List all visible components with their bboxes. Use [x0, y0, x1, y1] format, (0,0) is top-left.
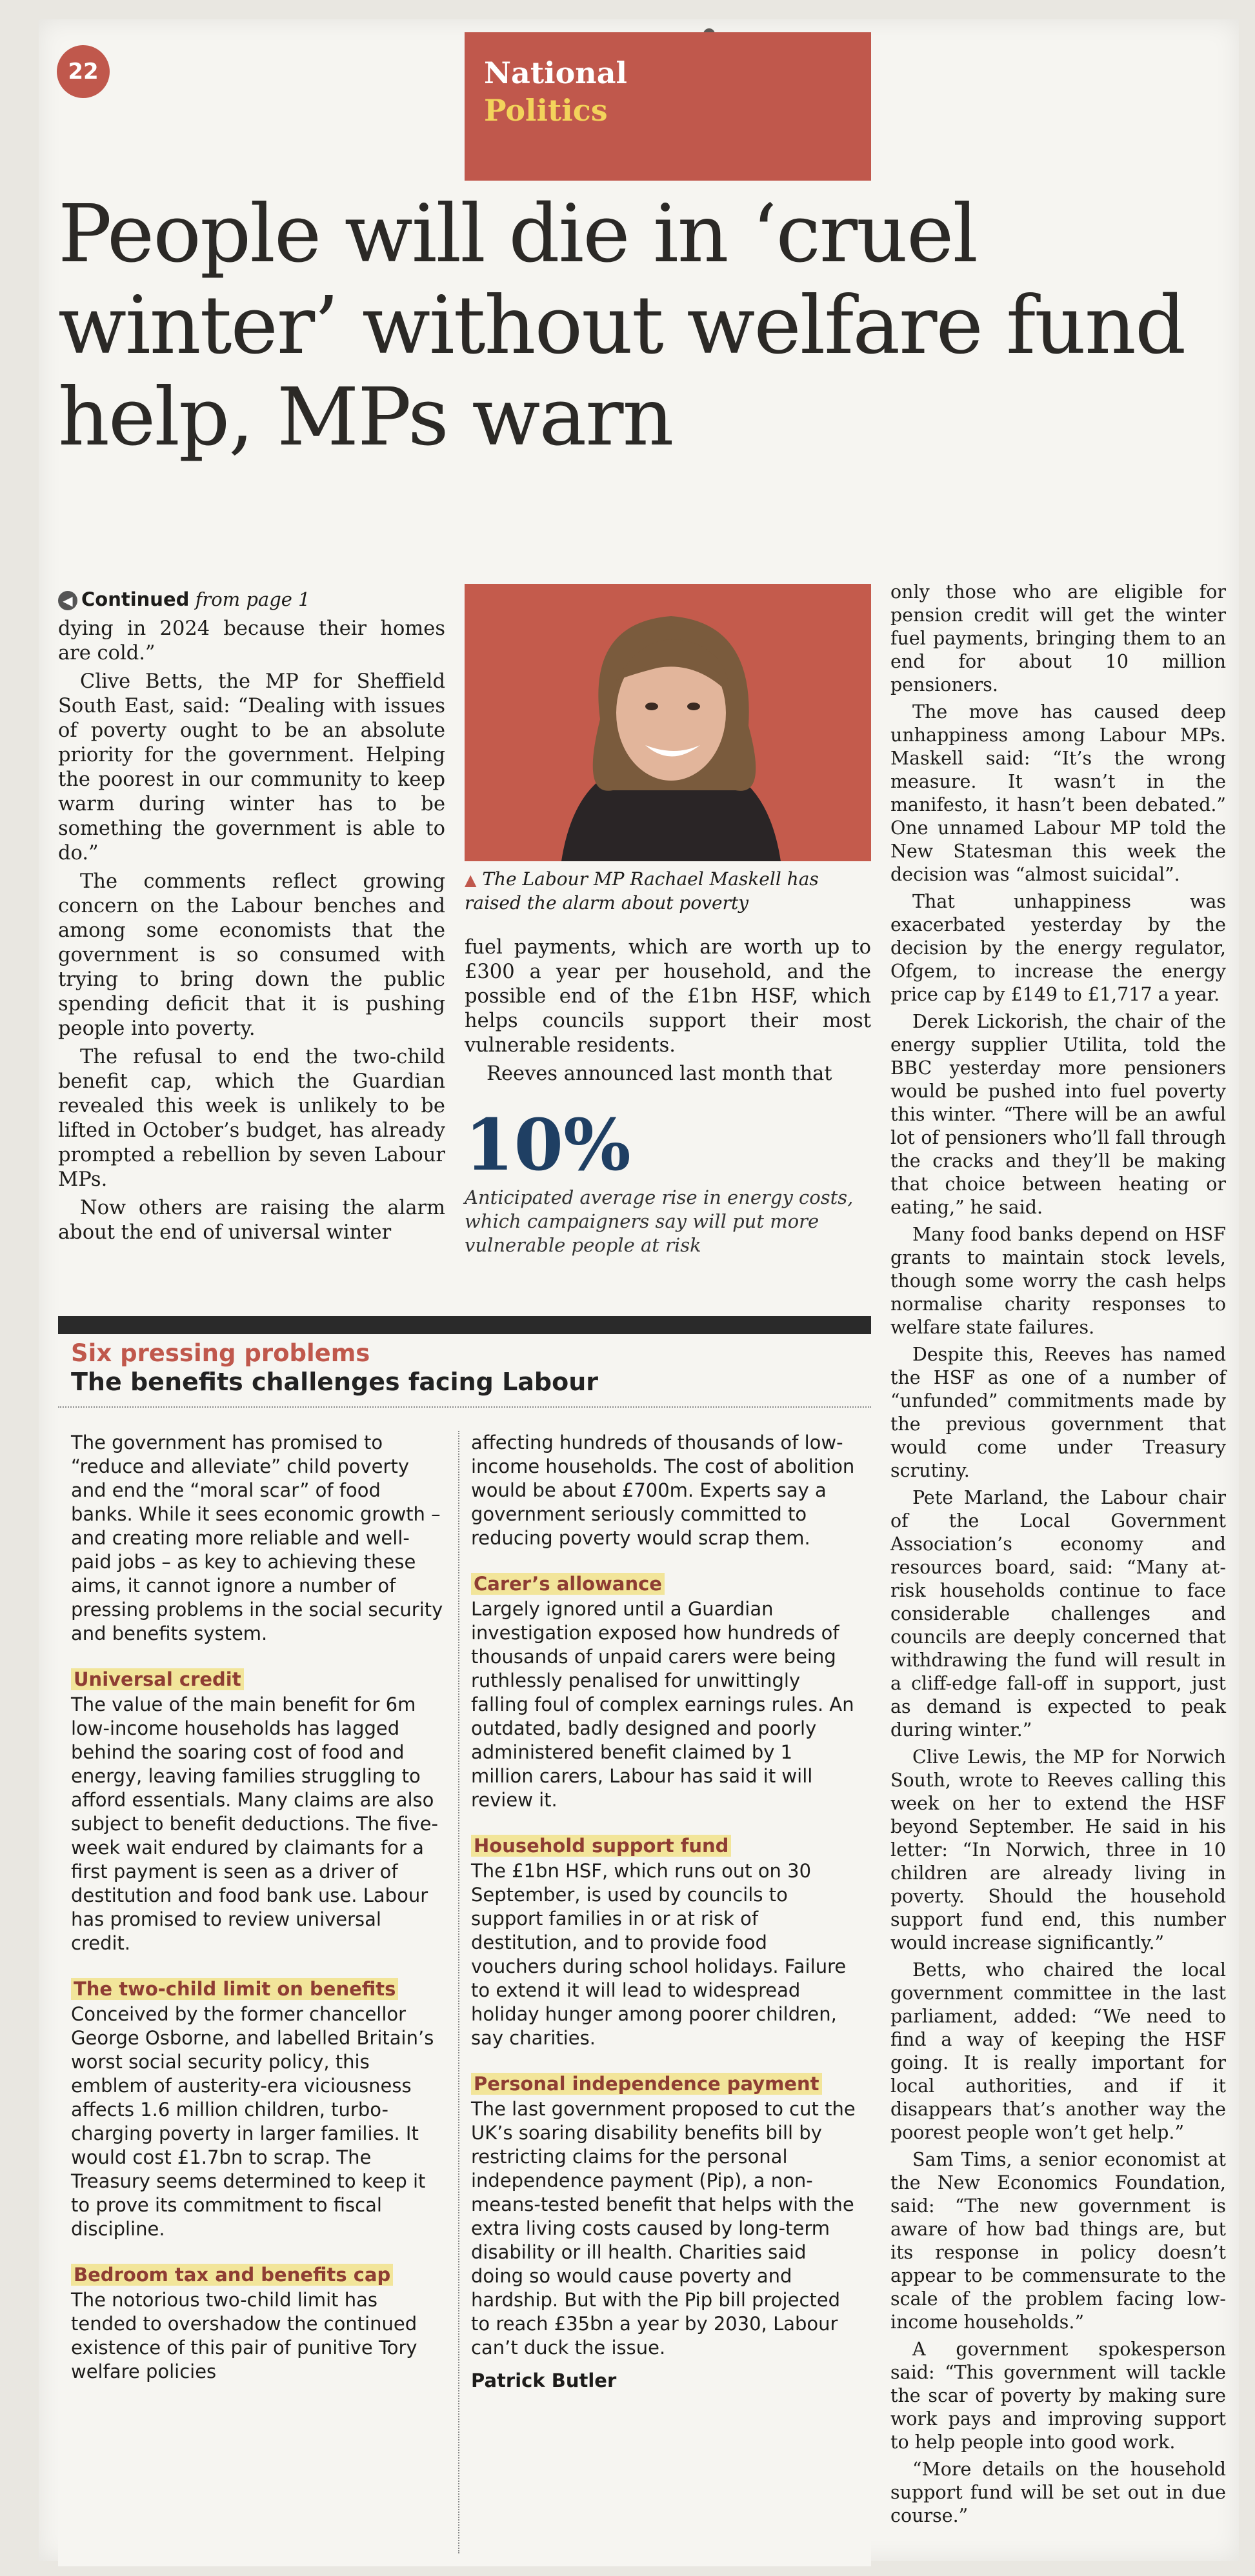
continued-from: from page 1 [195, 588, 310, 610]
box-item-heading: Household support fund [471, 1834, 858, 1858]
box-top-rule [58, 1316, 871, 1334]
paragraph: dying in 2024 because their homes are cold.” [58, 617, 445, 664]
page-number-badge: 22 [57, 45, 110, 98]
stat-callout [465, 1103, 878, 1257]
section-tag-line1: National [484, 55, 627, 90]
box-item-heading: The two-child limit on benefits [71, 1977, 445, 2001]
paragraph: Clive Betts, the MP for Sheffield South East, said: “Dealing with issues of poverty ought to be an absolute priority for the government. Helping the poorest in our community to keep warm during winter has to be something the government is able to do.” [58, 670, 445, 864]
section-tag-line2: Politics [484, 93, 608, 128]
paragraph: Betts, who chaired the local government committee in the last parliament, added: “We need to find a way of keeping the HSF going. It is really important for local authorities, and if it disappears that’s another way the poorest people won’t get help.” [890, 1959, 1226, 2143]
headline: People will die in ‘cruel winter’ without welfare fund help, MPs warn [58, 188, 1185, 464]
box-title: The benefits challenges facing Labour [71, 1368, 599, 1396]
newspaper-page [39, 19, 1239, 2561]
section-tag [465, 32, 871, 181]
paragraph: The move has caused deep unhappiness among Labour MPs. Maskell said: “It’s the wrong measure. It wasn’t in the manifesto, it hasn’t been debated.” One unnamed Labour MP told the New Statesman this week the decision was “almost suicidal”. [890, 701, 1226, 885]
stat-value: 10% [465, 1103, 631, 1186]
box-item-text: The notorious two-child limit has tended to overshadow the continued existence of this pair of punitive Tory welfare policies [71, 2289, 417, 2382]
benefits-challenges-box [58, 1334, 871, 2566]
paragraph: Many food banks depend on HSF grants to maintain stock levels, though some worry the cash helps normalise charity responses to welfare state failures. [890, 1224, 1226, 1338]
photo-caption [465, 868, 878, 915]
article-column-2 [465, 935, 871, 1090]
box-item-heading: Personal independence payment [471, 2072, 858, 2096]
paragraph: Reeves announced last month that [487, 1063, 832, 1085]
paragraph: only those who are eligible for pension credit will get the winter fuel payments, bringing them to an end for about 10 million pensioners. [890, 581, 1226, 695]
paragraph: Clive Lewis, the MP for Norwich South, wrote to Reeves calling this week on her to extend the HSF beyond September. He said in his letter: “In Norwich, three in 10 children are already living in poverty. Should the household support fund end, this number would increase significantly.” [890, 1746, 1226, 1953]
box-item-text: Largely ignored until a Guardian investigation exposed how hundreds of thousands of unpaid carers were being ruthlessly penalised for unwittingly falling foul of complex earnings rules. An outdated, badly designed and poorly administered benefit claimed by 1 million carers, Labour has said it will review it. [471, 1598, 854, 1811]
stat-description: Anticipated average rise in energy costs, which campaigners say will put more vulnerable people at risk [465, 1186, 854, 1256]
paragraph: The comments reflect growing concern on the Labour benches and among some economists that the government is so consumed with trying to bring down the public spending deficit that it is pushing people into poverty. [58, 870, 445, 1040]
paragraph: The refusal to end the two-child benefit cap, which the Guardian revealed this week is unlikely to be lifted in October’s budget, has already prompted a rebellion by seven Labour MPs. [58, 1046, 445, 1191]
photo-caption-text: The Labour MP Rachael Maskell has raised the alarm about poverty [465, 868, 819, 914]
article-column-1 [58, 587, 445, 1249]
box-item-text: Conceived by the former chancellor George Osborne, and labelled Britain’s worst social security policy, this emblem of austerity-era viciousness affects 1.6 million children, turbo-charging poverty in larger families. It would cost £1.7bn to scrap. The Treasury seems determined to keep it to prove its commitment to fiscal discipline. [71, 2003, 434, 2240]
box-kicker: Six pressing problems [71, 1339, 370, 1367]
photo-rachael-maskell [465, 584, 871, 861]
box-item-text: The £1bn HSF, which runs out on 30 September, is used by councils to support families in or at risk of destitution, and to provide food vouchers during school holidays. Failure to extend it will lead to widespread holiday hunger among poorer children, say charities. [471, 1860, 847, 2049]
box-item-heading: Universal credit [71, 1668, 445, 1692]
box-item-heading: Bedroom tax and benefits cap [71, 2263, 445, 2287]
article-column-3 [890, 581, 1226, 2531]
box-intro: The government has promised to “reduce and alleviate” child poverty and end the “moral scar” of food banks. While it sees economic growth – and creating more reliable and well-paid jobs – as key to achieving these aims, it cannot ignore a number of pressing problems in the social security and benefits system. [71, 1432, 443, 1644]
arrow-left-icon: ◀ [58, 591, 77, 610]
paragraph: “More details on the household support fund will be set out in due course.” [890, 2459, 1226, 2526]
byline: Patrick Butler [471, 2370, 617, 2391]
paragraph: Despite this, Reeves has named the HSF as one of a number of “unfunded” commitments made by the previous government that would come under Treasury scrutiny. [890, 1344, 1226, 1481]
box-item-text: The value of the main benefit for 6m low-income households has lagged behind the soaring cost of food and energy, leaving families struggling to afford essentials. Many claims are also subject to benefit deductions. The five-week wait endured by claimants for a first payment is seen as a driver of destitution and food bank use. Labour has promised to review universal credit. [71, 1693, 438, 1954]
continued-marker [58, 587, 445, 612]
portrait-illustration [465, 584, 871, 861]
paragraph: fuel payments, which are worth up to £300 a year per household, and the possible end of the £1bn HSF, which helps councils support their most vulnerable residents. [465, 936, 871, 1057]
box-item-text: affecting hundreds of thousands of low-income households. The cost of abolition would be about £700m. Experts say a government seriously committed to reducing poverty would scrap them. [471, 1432, 855, 1549]
box-item-text: The last government proposed to cut the UK’s soaring disability benefits bill by restricting claims for the personal independence payment (Pip), a non-means-tested benefit that helps with the extra living costs caused by long-term disability or ill health. Charities said doing so would cause poverty and hardship. But with the Pip bill projected to reach £35bn a year by 2030, Labour can’t duck the issue. [471, 2098, 856, 2359]
box-divider [58, 1406, 871, 1408]
paragraph: Derek Lickorish, the chair of the energy supplier Utilita, told the BBC yesterday more pensioners would be pushed into fuel poverty this winter. “There will be an awful lot of pensioners who’ll fall through the cracks and they’ll be making that choice between heating or eating,” he said. [890, 1011, 1226, 1218]
paragraph: A government spokesperson said: “This government will tackle the scar of poverty by making sure work pays and improving support to help people into good work. [890, 2339, 1226, 2453]
box-item-heading: Carer’s allowance [471, 1572, 858, 1596]
caption-triangle-icon: ▲ [465, 871, 477, 889]
box-column-divider [458, 1431, 459, 2553]
continued-label: Continued [81, 588, 190, 610]
paragraph: That unhappiness was exacerbated yesterday by the decision by the energy regulator, Ofgem, to increase the energy price cap by £149 to £1,717 a year. [890, 891, 1226, 1005]
box-column-right [471, 1431, 858, 2402]
paragraph: Now others are raising the alarm about the end of universal winter [58, 1197, 445, 1244]
paragraph: Sam Tims, a senior economist at the New Economics Foundation, said: “The new government is aware of how bad things are, but its response in policy doesn’t appear to be commensurate to the scale of the problem facing low-income households.” [890, 2149, 1226, 2333]
paragraph: Pete Marland, the Labour chair of the Local Government Association’s economy and resources board, said: “Many at-risk households continue to face considerable challenges and councils are deeply concerned that withdrawing the fund will result in a cliff-edge fall-off in support, just as demand is expected to peak during winter.” [890, 1487, 1226, 1741]
box-column-left [71, 1431, 445, 2393]
